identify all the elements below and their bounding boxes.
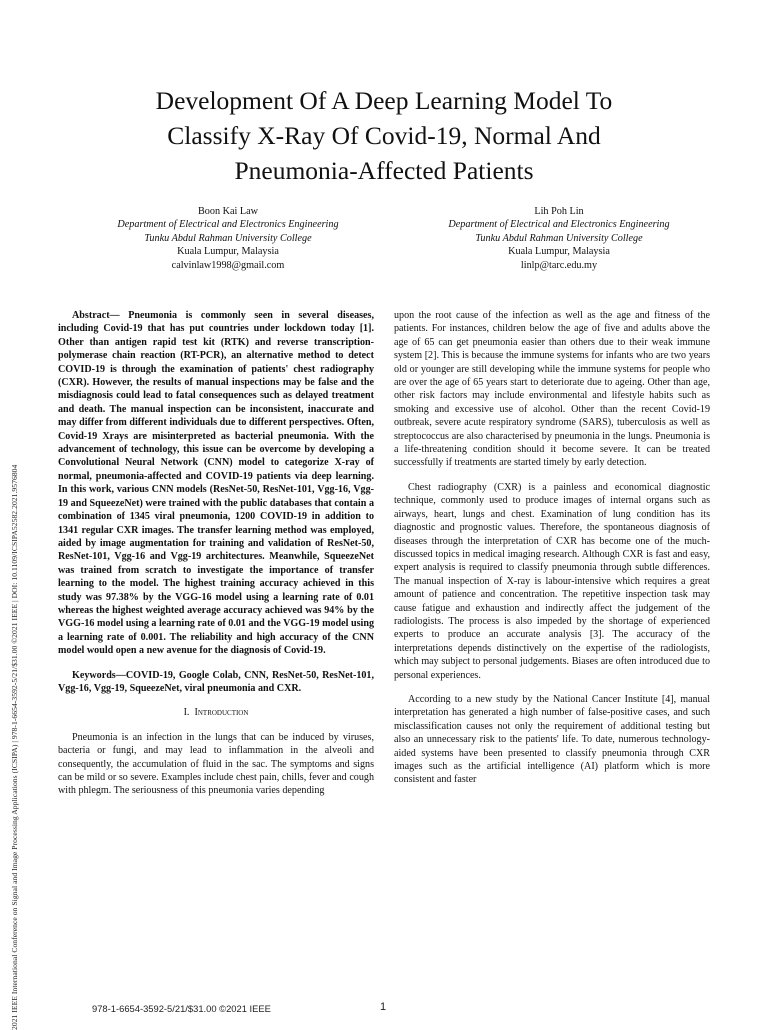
section-number: I. (183, 707, 190, 719)
keywords: Keywords—COVID-19, Google Colab, CNN, ResNet-50, ResNet-101, Vgg-16, Vgg-19, SqueezeNet, viral pneumonia and CXR. (58, 669, 374, 694)
title-line-2: Classify X-Ray Of Covid-19, Normal And (167, 121, 601, 151)
author-location: Kuala Lumpur, Malaysia (177, 246, 279, 258)
abstract: Abstract— Pneumonia is commonly seen in several diseases, including Covid-19 that has put countries under lockdown today [1]. Other than antigen rapid test kit (RTK) and reverse transcription-polymerase chain reaction (RT-PCR), an alternative method to detect COVID-19 is through the examination of patients' chest radiography (CXR). However, the results of manual inspections may be false and the misdiagnosis could lead to fatal consequences such as delayed treatment and death. The manual inspection can be inconsistent, inaccurate and may differ from different individuals due to different perspectives. Often, Covid-19 Xrays are misinterpreted as bacterial pneumonia. With the advancement of technology, this issue can be overcome by developing a Convolutional Neural Network (CNN) model to categorize X-ray of normal, pneumonia-affected and COVID-19 patients via deep learning. In this work, various CNN models (ResNet-50, ResNet-101, Vgg-16, Vgg-19 and SqueezeNet) were trained with the public databases that contain a combination of 1345 viral pneumonia, 1200 COVID-19 in addition to 1341 regular CXR images. The transfer learning method was employed, aided by image augmentation for training and validation of ResNet-50, ResNet-101, Vgg-16 and Vgg-19 architectures. Meanwhile, SqueezeNet was trained from scratch to investigate the importance of transfer learning to the model. The highest training accuracy achieved in this study was 97.38% by the VGG-16 model using a learning rate of 0.01 whereas the highest weighted average accuracy achieved was 94% by the VGG-16 model using a learning rate of 0.01 and the VGG-19 model using a learning rate of 0.001. The reliability and high accuracy of the CNN model would open a new avenue for the diagnosis of Covid-19. (58, 310, 374, 657)
author-college: Tunku Abdul Rahman University College (144, 232, 312, 244)
title-line-3: Pneumonia-Affected Patients (234, 156, 534, 186)
right-paragraph-3: According to a new study by the National Cancer Institute [4], manual interpretation has generated a high number of false-positive cases, and such misclassification causes not only the requirement of additional testing but also an unnecessary risk to the patients' life. To date, numerous technology-aided systems have been presented to classify pneumonia through CXR images such as the artificial intelligence (AI) platform which is more consistent and faster (394, 693, 710, 786)
author-location: Kuala Lumpur, Malaysia (508, 246, 610, 258)
right-paragraph-2: Chest radiography (CXR) is a painless and economical diagnostic technique, commonly used to produce images of internal organs such as airways, heart, lungs and chest. Examination of lung condition has its diagnostic and prognostic values. Therefore, the spontaneous diagnosis of diseases through the interpretation of CXR has become one of the much-discussed topics in medical imaging research. Although CXR is fast and easy, expert analysis is required to classify pneumonia through subtle differences. The manual inspection of X-ray is labour-intensive which requires a great amount of patience and concentration. The repetitive inspection task may cause fatigue and exhaustion and indirectly affect the judgement of the radiologists. The process is also impeded by the shortage of experienced experts to produce an accurate analysis [3]. The accuracy of the interpretations depends distinctively on the expertise of the radiologists, which may subject to personal judgements. Biases are often introduced due to personal experiences. (394, 481, 710, 681)
author-name: Lih Poh Lin (534, 206, 584, 217)
author-email: calvinlaw1998@gmail.com (171, 259, 285, 271)
right-column (394, 309, 710, 787)
section-heading (58, 706, 374, 719)
author-department: Department of Electrical and Electronics Engineering (448, 219, 670, 231)
intro-paragraph-1: Pneumonia is an infection in the lungs that can be induced by viruses, bacteria or fungi, and may lead to inflammation in the alveoli and consequently, the accumulation of fluid in the sac. The symptoms and signs can be mild or so severe. Examples include chest pain, chills, fever and cough with phlegm. The seriousness of this pneumonia varies depending (58, 731, 374, 797)
author-block-1 (78, 205, 378, 272)
author-department: Department of Electrical and Electronics Engineering (117, 219, 339, 231)
author-block-2 (409, 205, 709, 272)
author-college: Tunku Abdul Rahman University College (475, 232, 643, 244)
left-column (58, 309, 374, 798)
author-name: Boon Kai Law (198, 206, 258, 217)
page-number: 1 (380, 1001, 387, 1013)
paper-title (60, 83, 708, 188)
side-publication-note: 2021 IEEE International Conference on Signal and Image Processing Applications (ICSIPA) | 978-1-6654-3592-5/21/$31.00 ©2021 IEEE | DOI: 10.1109/ICSIPA52582.2021.9576804 (10, 464, 19, 1030)
title-line-1: Development Of A Deep Learning Model To (155, 86, 613, 116)
author-email: linlp@tarc.edu.my (520, 259, 598, 271)
footer-copyright: 978-1-6654-3592-5/21/$31.00 ©2021 IEEE (92, 1003, 271, 1014)
section-title: Introduction (194, 707, 249, 719)
right-paragraph-1: upon the root cause of the infection as well as the age and fitness of the patients. For instances, children below the age of five and adults above the age of 65 can get pneumonia easier than others due to their weak immune system [2]. This is because the immune systems for infants who are two years old or younger are still developing while the immune systems for people who are over the age of 65 years start to deteriorate due to ageing. Other than age, other risk factors may include environmental and lifestyle habits such as smoking and excessive use of alcohol. Other than the recent Covid-19 outbreak, severe acute respiratory syndrome (SARS), tuberculosis as well as streptococcus are also characterised by pneumonia in the lungs. Pneumonia is a life-threatening condition should it become severe. It can be treated successfully if treatments are started timely by early detection. (394, 310, 710, 469)
